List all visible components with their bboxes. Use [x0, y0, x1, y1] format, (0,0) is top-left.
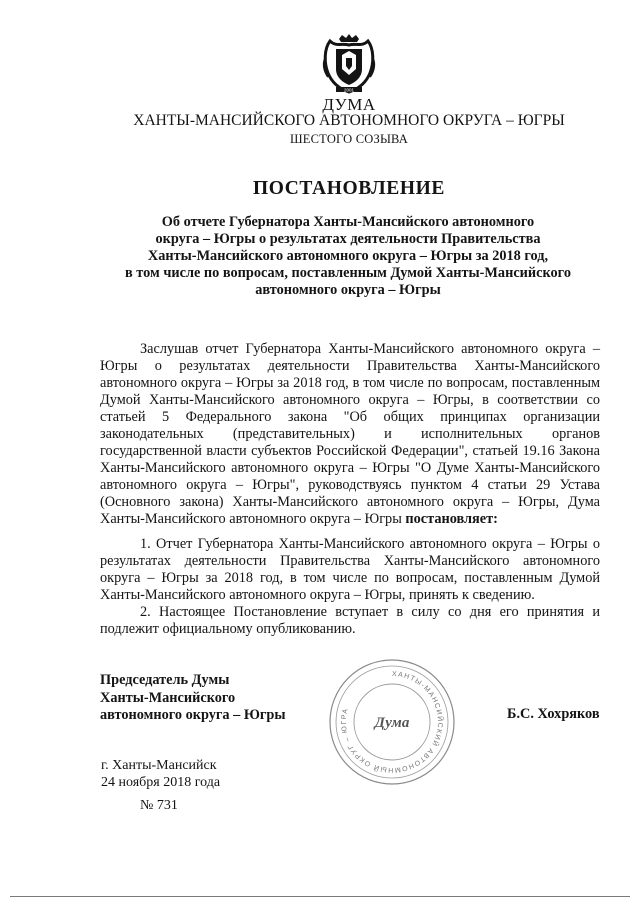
subject-line: Ханты-Мансийского автономного округа – Югры за 2018 год, — [147, 248, 549, 264]
signatory-position-line: автономного округа – Югры — [100, 707, 286, 723]
preamble — [100, 341, 600, 528]
document-title: ПОСТАНОВЛЕНИЕ — [252, 178, 446, 199]
official-seal — [326, 656, 458, 788]
issuer-name: ДУМА — [322, 95, 376, 114]
resolution-items — [100, 536, 600, 638]
date: 24 ноября 2018 года — [101, 774, 221, 790]
resolution-item: 1. Отчет Губернатора Ханты-Мансийского автономного округа – Югры о результатах деятельности Правительства Ханты-Мансийского автономного округа – Югры за 2018 год, в том числе по вопросам, поставленным Думой Ханты-Мансийского автономного округа – Югры, принять к сведению. — [100, 536, 600, 603]
subject-line: в том числе по вопросам, поставленным Думой Ханты-Мансийского — [125, 265, 571, 281]
resolution-item: 2. Настоящее Постановление вступает в силу со дня его принятия и подлежит официальному опубликованию. — [100, 604, 600, 637]
subject-line: округа – Югры о результатах деятельности Правительства — [155, 231, 541, 247]
signatory-position — [100, 672, 286, 725]
resolves-word: постановляет: — [405, 511, 498, 527]
page-edge-line — [10, 896, 630, 897]
subject-line: Об отчете Губернатора Ханты-Мансийского автономного — [161, 214, 535, 230]
seal-center-text: Дума — [374, 715, 410, 731]
convocation: ШЕСТОГО СОЗЫВА — [289, 132, 409, 146]
subject-line: автономного округа – Югры — [255, 282, 441, 298]
coat-of-arms-icon — [322, 33, 376, 95]
signatory-position-line: Председатель Думы — [100, 672, 230, 688]
issuer-region: ХАНТЫ-МАНСИЙСКОГО АВТОНОМНОГО ОКРУГА – ЮГРЫ — [133, 112, 565, 129]
document-number: № 731 — [140, 798, 178, 813]
signatory-name: Б.С. Хохряков — [507, 706, 600, 722]
place: г. Ханты-Мансийск — [101, 758, 217, 773]
emblem-year: 2001 — [343, 87, 355, 93]
seal-ring-text: ХАНТЫ-МАНСИЙСКИЙ АВТОНОМНЫЙ ОКРУГ – ЮГРА — [340, 670, 444, 774]
preamble-text: Заслушав отчет Губернатора Ханты-Мансийского автономного округа – Югры о результатах деятельности Правительства Ханты-Мансийского автономного округа – Югры за 2018 год, в том числе по вопросам, поставленным Думой Ханты-Мансийского автономного округа – Югры, в соответствии со статьей 5 Федерального закона "Об общих принципах организации законодательных (представительных) и исполнительных органов государственной власти субъектов Российской Федерации", статьей 19.16 Закона Ханты-Мансийского автономного округа – Югры "О Думе Ханты-Мансийского автономного округа – Югры", руководствуясь пунктом 4 статьи 29 Устава (Основного закона) Ханты-Мансийского автономного округа – Югры, Дума Ханты-Мансийского автономного округа – Югры — [100, 341, 600, 527]
document-subject — [98, 214, 598, 299]
place-and-date — [101, 758, 220, 791]
signatory-position-line: Ханты-Мансийского — [100, 689, 236, 706]
